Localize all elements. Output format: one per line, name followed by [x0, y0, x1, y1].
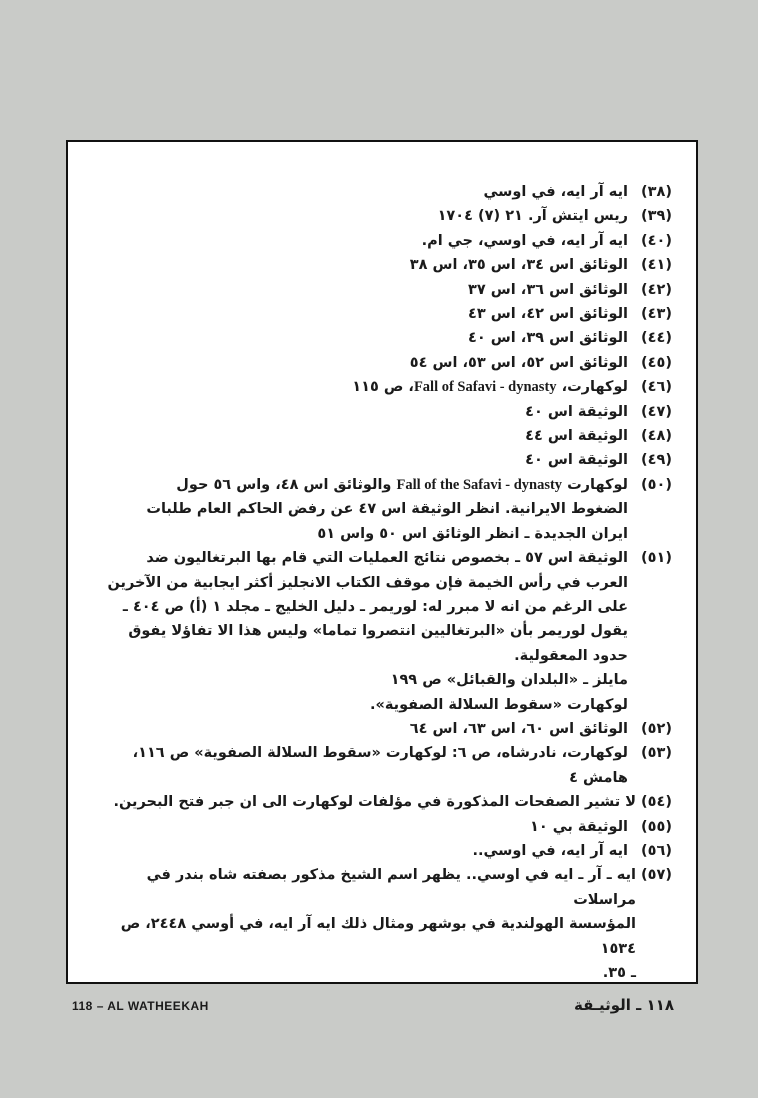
note-52	[82, 717, 672, 741]
note-text-arabic: لوكهارت،	[556, 379, 628, 396]
note-number: (٥٤)	[641, 794, 672, 811]
note-line: لوكهارت «سقوط السلالة الصفوية».	[369, 696, 628, 713]
note-text: الوثيقة اس ٤٠	[525, 403, 628, 420]
note-number: (٤٨)	[641, 428, 672, 445]
note-line: ايران الجديدة ـ انظر الوثائق اس ٥٠ واس ٥١	[317, 525, 628, 542]
note-55	[82, 815, 672, 839]
note-line: المؤسسة الهولندية في بوشهر ومثال ذلك ايه آر ايه، في أوسي ٢٤٤٨، ص ١٥٣٤	[120, 916, 636, 957]
note-line: على الرغم من انه لا مبرر له: لوريمر ـ دليل الخليج ـ مجلد ١ (أ) ص ٤٠٤ ـ	[122, 598, 628, 615]
note-text-arabic: والوثائق اس ٤٨، واس ٥٦ حول	[176, 476, 397, 493]
note-47	[82, 400, 672, 424]
note-53	[82, 741, 672, 790]
footer-page-number-arabic: ١١٨ ـ الوثيـقة	[574, 996, 674, 1014]
note-51	[82, 546, 672, 717]
note-number: (٣٨)	[641, 184, 672, 200]
note-number: (٤١)	[641, 257, 672, 274]
note-text: الوثيقة اس ٤٠	[525, 452, 628, 469]
note-line: حدود المعقولية.	[514, 647, 628, 664]
note-line: لوكهارت، نادرشاه، ص ٦: لوكهارت «سقوط السلالة الصفوية» ص ١١٦،	[132, 745, 628, 762]
note-line: ايه ـ آر ـ ايه في اوسي.. يظهر اسم الشيخ مذكور بصفته شاه بندر في مراسلات	[146, 867, 636, 908]
page-frame	[66, 140, 698, 984]
note-number: (٤٠)	[641, 232, 672, 249]
note-line: هامش ٤	[569, 769, 628, 786]
book-title-latin: Fall of Safavi - dynasty	[413, 379, 557, 396]
note-text: الوثائق اس ٤٢، اس ٤٣	[468, 306, 628, 323]
note-line: العرب في رأس الخيمة فإن موقف الكتاب الانجليز أكثر ايجابية من الآخرين	[107, 574, 628, 591]
note-42	[82, 278, 672, 302]
note-text-arabic: ، ص ١١٥	[352, 379, 414, 396]
note-text: الوثيقة اس ٤٤	[525, 428, 628, 445]
note-39	[82, 204, 672, 228]
note-number: (٣٩)	[641, 208, 672, 225]
note-number: (٤٦)	[641, 379, 672, 396]
note-57	[82, 863, 672, 984]
endnotes-list	[82, 180, 672, 984]
note-number: (٥١)	[641, 550, 672, 567]
note-40	[82, 229, 672, 253]
note-text: ايه آر ايه، في اوسي، جي ام.	[421, 232, 628, 249]
note-text	[82, 863, 636, 984]
note-text: الوثائق اس ٣٤، اس ٣٥، اس ٣٨	[409, 257, 628, 274]
note-41	[82, 253, 672, 277]
note-line: مايلز ـ «البلدان والقبائل» ص ١٩٩	[390, 672, 628, 689]
note-text-arabic: لوكهارت	[562, 476, 628, 493]
note-line: ـ ٣٥.	[602, 965, 636, 981]
note-49	[82, 448, 672, 472]
note-number: (٥٦)	[641, 842, 672, 859]
note-text	[82, 741, 628, 790]
footer-page-number-latin: 118 – AL WATHEEKAH	[72, 999, 209, 1013]
note-text	[82, 546, 628, 717]
note-text: ايه آر ايه، في اوسي	[483, 184, 628, 200]
note-48	[82, 424, 672, 448]
note-number: (٤٣)	[641, 306, 672, 323]
note-text: الوثائق اس ٦٠، اس ٦٣، اس ٦٤	[409, 720, 628, 737]
note-44	[82, 326, 672, 350]
note-number: (٥٣)	[641, 745, 672, 762]
page-footer	[0, 996, 758, 1020]
note-46	[82, 375, 672, 399]
note-number: (٤٤)	[641, 330, 672, 347]
note-text: الوثائق اس ٣٦، اس ٣٧	[468, 281, 628, 298]
note-54	[82, 790, 672, 814]
note-line: الضغوط الايرانية. انظر الوثيقة اس ٤٧ عن رفض الحاكم العام طلبات	[146, 501, 628, 518]
note-number: (٤٧)	[641, 403, 672, 420]
note-number: (٤٩)	[641, 452, 672, 469]
note-number: (٥٠)	[641, 476, 672, 493]
note-50	[82, 473, 672, 546]
note-text: الوثائق اس ٣٩، اس ٤٠	[468, 330, 628, 347]
note-number: (٥٢)	[641, 720, 672, 737]
note-text: ريس ايتش آر. ٢١ (٧) ١٧٠٤	[437, 208, 628, 225]
book-title-latin: Fall of the Safavi - dynasty	[396, 476, 563, 493]
note-43	[82, 302, 672, 326]
note-number: (٥٥)	[641, 818, 672, 835]
note-line: الوثيقة اس ٥٧ ـ بخصوص نتائج العمليات التي قام بها البرتغاليون ضد	[146, 550, 628, 567]
note-line: يقول لوريمر بأن «البرتغاليين انتصروا تماما» وليس هذا الا تفاؤلا يفوق	[128, 623, 628, 640]
note-text: الوثائق اس ٥٢، اس ٥٣، اس ٥٤	[409, 354, 628, 371]
note-45	[82, 351, 672, 375]
note-number: (٥٧)	[641, 867, 672, 884]
note-number: (٤٢)	[641, 281, 672, 298]
note-text	[82, 473, 628, 546]
note-56	[82, 839, 672, 863]
note-line	[82, 473, 628, 497]
note-38	[82, 180, 672, 204]
note-text: الوثيقة بي ١٠	[529, 818, 628, 835]
note-text: ايه آر ايه، في اوسي..	[472, 842, 628, 859]
note-number: (٤٥)	[641, 354, 672, 371]
note-text: لا تشير الصفحات المذكورة في مؤلفات لوكهارت الى ان جبر فتح البحرين.	[113, 794, 636, 811]
note-text	[82, 375, 628, 399]
